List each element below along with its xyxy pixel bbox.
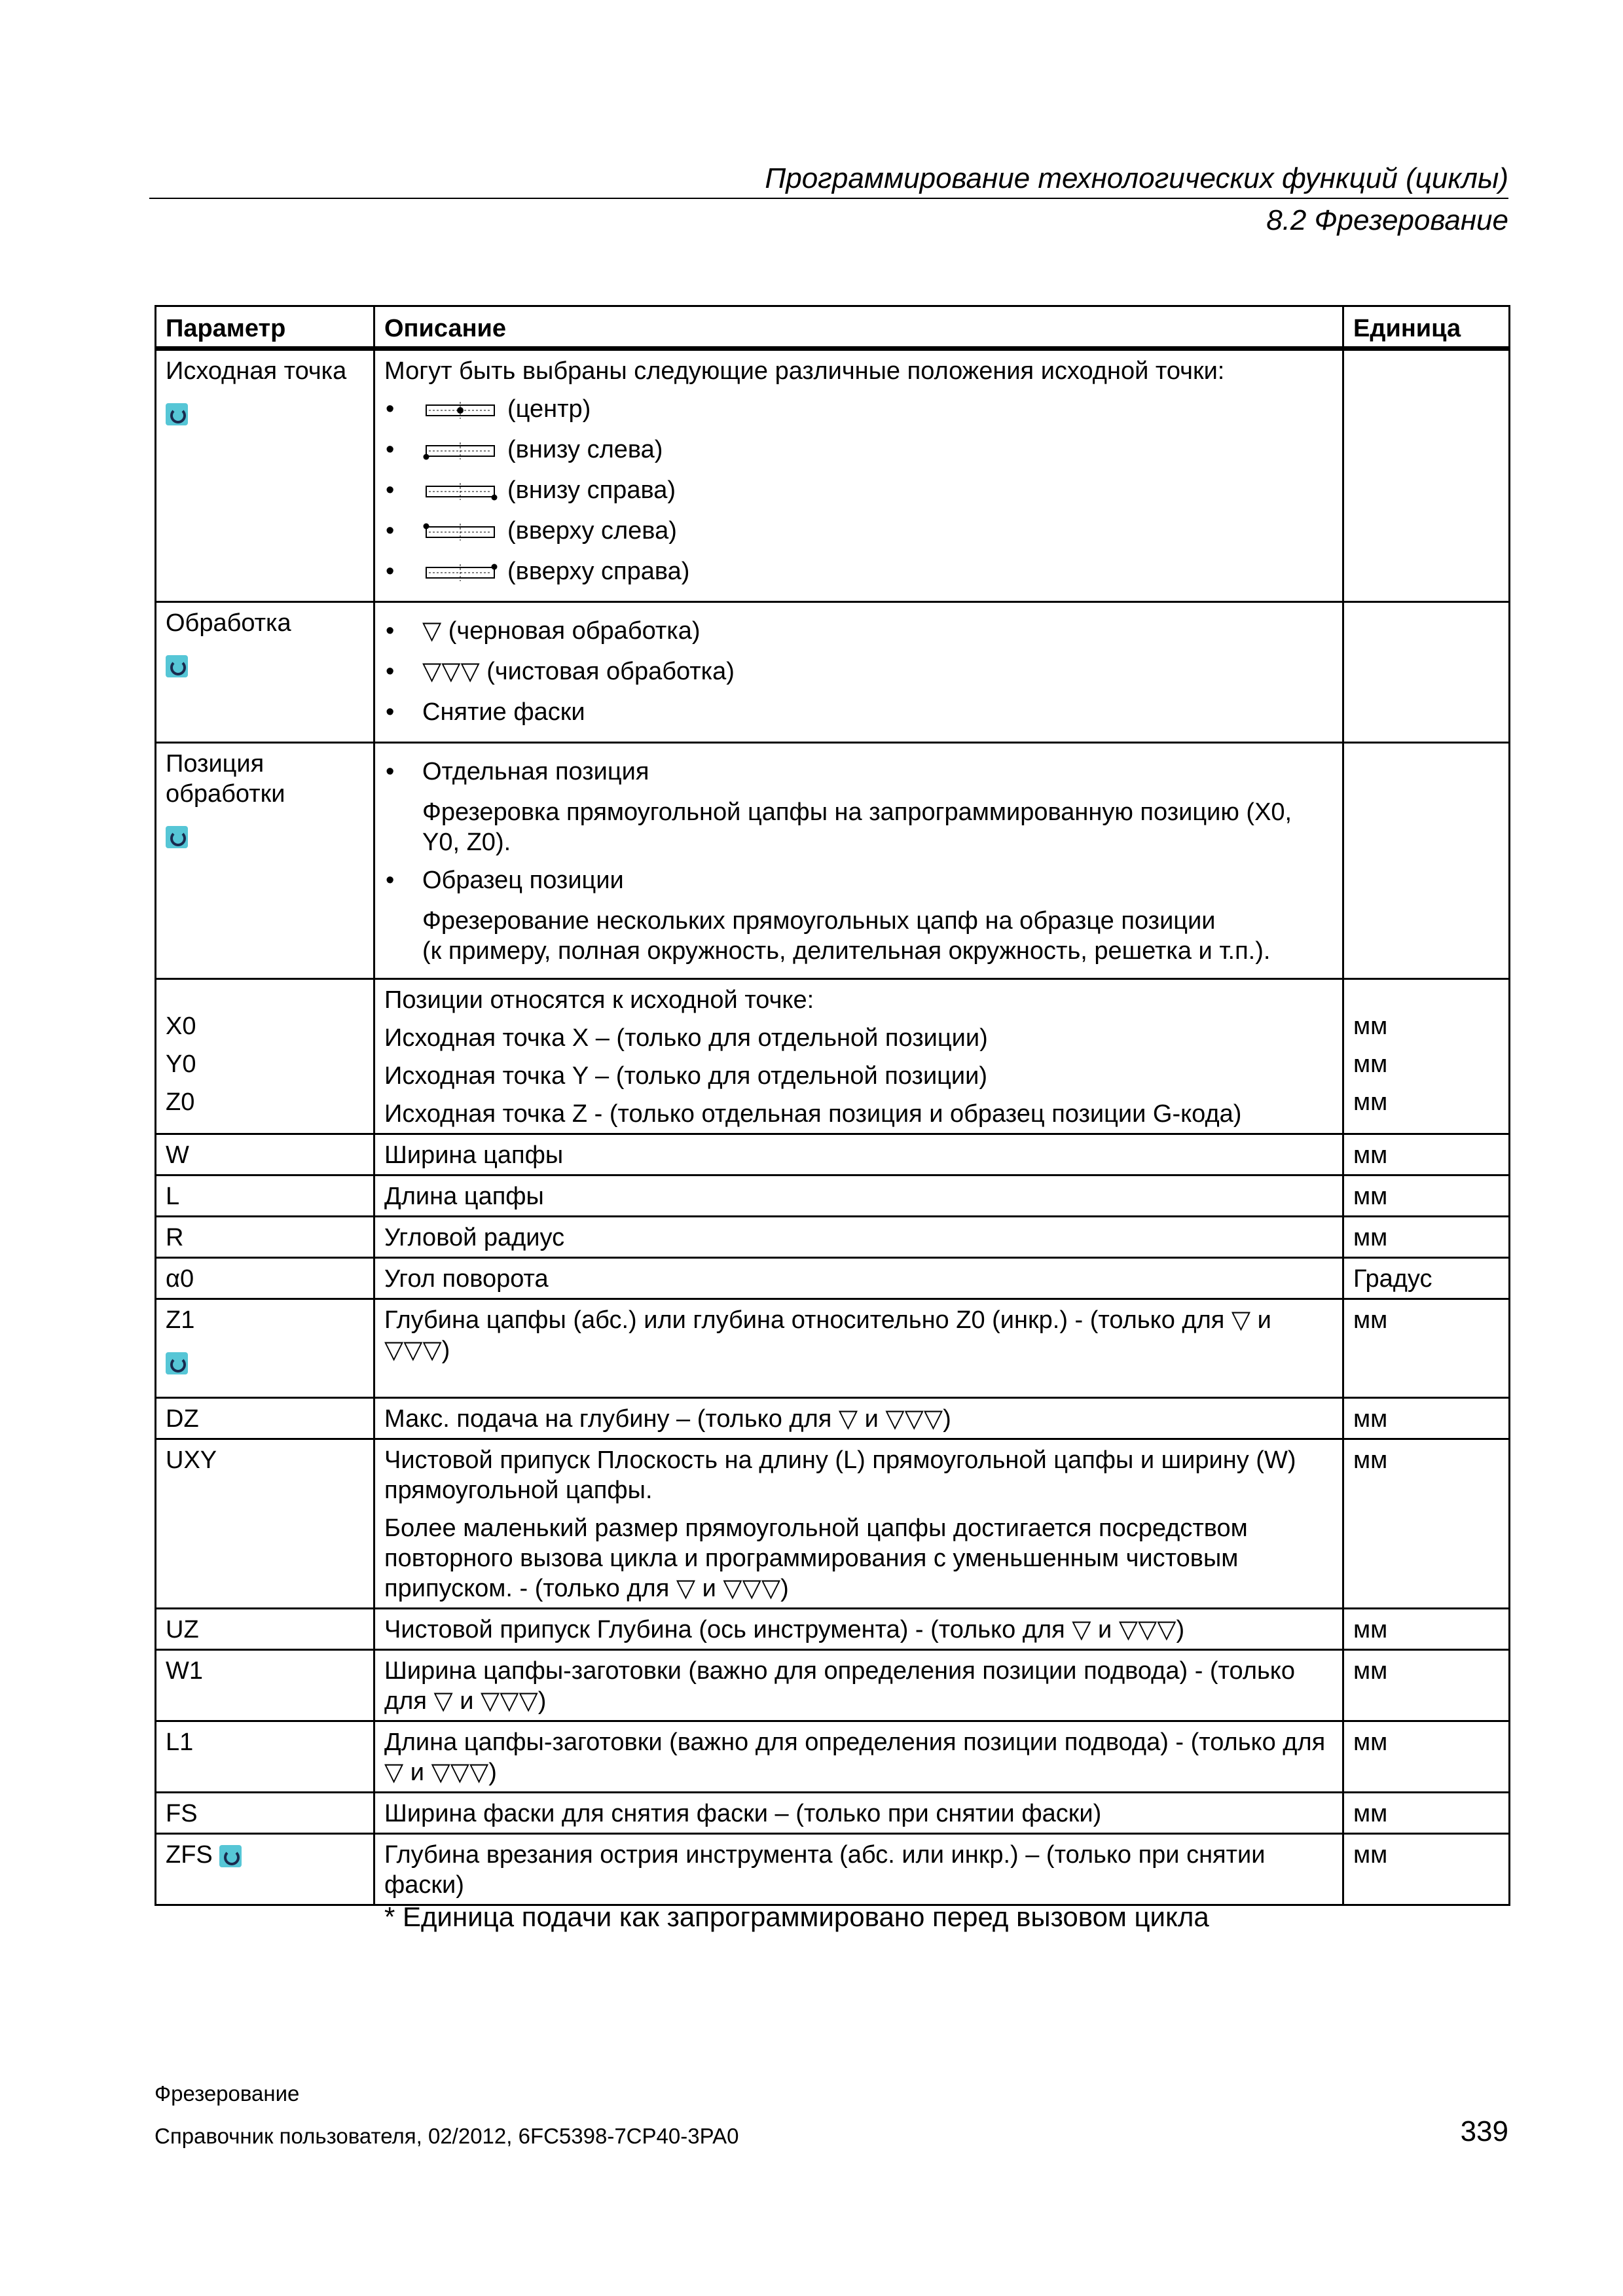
list-item	[384, 556, 1333, 586]
table-row	[156, 349, 1510, 602]
table-row	[156, 1650, 1510, 1721]
table-row	[156, 1217, 1510, 1258]
table-row	[156, 1134, 1510, 1175]
description-text: Позиции относятся к исходной точке:	[384, 986, 814, 1014]
option-description-line: (к примеру, полная окружность, делительная окружность, решетка и т.п.).	[422, 937, 1271, 965]
param-cell	[156, 349, 374, 602]
column-header-description: Описание	[374, 306, 1343, 349]
toggle-icon[interactable]	[166, 655, 188, 677]
table-row	[156, 743, 1510, 979]
param-cell	[156, 1299, 374, 1398]
footnote: * Единица подачи как запрограммировано перед вызовом цикла	[384, 1901, 1209, 1932]
param-name: L1	[156, 1721, 374, 1793]
unit-text: мм	[1343, 1398, 1510, 1439]
description-cell	[374, 1439, 1343, 1609]
description-text: Макс. подача на глубину – (только для ▽ и ▽▽▽)	[374, 1398, 1343, 1439]
description-text: Чистовой припуск Плоскость на длину (L) прямоугольной цапфы и ширину (W) прямоугольной цапфы.	[384, 1446, 1296, 1504]
table-row	[156, 1175, 1510, 1217]
toggle-icon[interactable]	[166, 403, 188, 425]
param-name: R	[156, 1217, 374, 1258]
table-header-row	[156, 306, 1510, 349]
ref-bottom-right-icon	[422, 482, 498, 501]
unit-text: мм	[1353, 1088, 1388, 1116]
ref-top-left-icon	[422, 522, 498, 542]
unit-text: мм	[1343, 1439, 1510, 1609]
table-row	[156, 1721, 1510, 1793]
param-name: Обработка	[166, 609, 291, 637]
param-name: Позиция	[166, 750, 264, 778]
unit-text: мм	[1353, 1013, 1388, 1040]
unit-text: мм	[1343, 1609, 1510, 1650]
unit-text: Градус	[1343, 1258, 1510, 1299]
description-cell	[374, 743, 1343, 979]
ref-top-right-icon	[422, 563, 498, 583]
unit-cell	[1343, 979, 1510, 1134]
description-text: Длина цапфы-заготовки (важно для определения позиции подвода) - (только для ▽ и ▽▽▽)	[374, 1721, 1343, 1793]
footer-manual: Справочник пользователя, 02/2012, 6FC5398-7CP40-3PA0	[155, 2124, 739, 2148]
description-cell	[374, 602, 1343, 743]
param-cell	[156, 979, 374, 1134]
unit-cell	[1343, 602, 1510, 743]
list-item	[384, 475, 1333, 505]
table-row	[156, 979, 1510, 1134]
option-label: (вверху слева)	[507, 517, 677, 545]
option-description	[422, 906, 1333, 966]
unit-text: мм	[1343, 1175, 1510, 1217]
description-text: Исходная точка Y – (только для отдельной позиции)	[384, 1062, 988, 1090]
list-item	[384, 516, 1333, 546]
table-row	[156, 1299, 1510, 1398]
option-label: (центр)	[507, 395, 591, 423]
unit-text: мм	[1343, 1217, 1510, 1258]
table-row	[156, 1834, 1510, 1905]
description-cell	[374, 979, 1343, 1134]
description-text: Длина цапфы	[374, 1175, 1343, 1217]
param-name: FS	[156, 1793, 374, 1834]
description-text: Глубина врезания острия инструмента (абс. или инкр.) – (только при снятии фаски)	[374, 1834, 1343, 1905]
option-description: Фрезеровка прямоугольной цапфы на запрограммированную позицию (X0, Y0, Z0).	[422, 798, 1292, 856]
list-item: • Снятие фаски	[384, 697, 1333, 727]
param-name: обработки	[166, 780, 285, 808]
position-options	[384, 865, 1333, 895]
table-row	[156, 1439, 1510, 1609]
table-row	[156, 602, 1510, 743]
option-label: (внизу справа)	[507, 476, 676, 504]
option-label: (вверху справа)	[507, 558, 690, 585]
description-cell	[374, 349, 1343, 602]
ref-bottom-left-icon	[422, 441, 498, 461]
list-item: • Отдельная позиция	[384, 757, 1333, 787]
description-text: Угол поворота	[374, 1258, 1343, 1299]
param-cell	[156, 1834, 374, 1905]
description-text: Угловой радиус	[374, 1217, 1343, 1258]
header-rule	[149, 198, 1508, 199]
param-name: UZ	[156, 1609, 374, 1650]
toggle-icon[interactable]	[166, 1352, 188, 1374]
description-text: Исходная точка X – (только для отдельной позиции)	[384, 1024, 988, 1052]
description-text: Ширина цапфы	[374, 1134, 1343, 1175]
description-text: Могут быть выбраны следующие различные положения исходной точки:	[384, 357, 1225, 385]
header-section: 8.2 Фрезерование	[1266, 204, 1508, 236]
header-title: Программирование технологических функций (циклы)	[765, 162, 1508, 194]
param-name: Y0	[166, 1050, 196, 1078]
option-label: (внизу слева)	[507, 436, 663, 463]
unit-text: мм	[1343, 1134, 1510, 1175]
table-row	[156, 1609, 1510, 1650]
param-name: W1	[156, 1650, 374, 1721]
unit-text: мм	[1343, 1721, 1510, 1793]
description-text: Чистовой припуск Глубина (ось инструмента) - (только для ▽ и ▽▽▽)	[374, 1609, 1343, 1650]
list-item	[384, 394, 1333, 424]
page-number: 339	[1460, 2115, 1508, 2147]
param-name: L	[156, 1175, 374, 1217]
position-options	[384, 757, 1333, 787]
unit-text: мм	[1343, 1793, 1510, 1834]
param-name: UXY	[156, 1439, 374, 1609]
unit-text: мм	[1353, 1050, 1388, 1078]
toggle-icon[interactable]	[166, 826, 188, 848]
param-name: X0	[166, 1013, 196, 1040]
param-name: α0	[156, 1258, 374, 1299]
unit-cell	[1343, 349, 1510, 602]
ref-point-options	[384, 394, 1333, 586]
unit-text: мм	[1343, 1834, 1510, 1905]
table-row	[156, 1793, 1510, 1834]
table-row	[156, 1398, 1510, 1439]
description-text: Исходная точка Z - (только отдельная позиция и образец позиции G-кода)	[384, 1100, 1242, 1128]
list-item: • ▽ (черновая обработка)	[384, 616, 1333, 646]
list-item: • ▽▽▽ (чистовая обработка)	[384, 656, 1333, 687]
param-name: Исходная точка	[166, 357, 347, 385]
list-item: • Образец позиции	[384, 865, 1333, 895]
toggle-icon[interactable]	[219, 1845, 242, 1867]
ref-center-icon	[422, 401, 498, 420]
machining-options	[384, 616, 1333, 727]
parameter-table	[155, 305, 1510, 1906]
unit-text: мм	[1343, 1650, 1510, 1721]
unit-text: мм	[1343, 1299, 1510, 1398]
table-row	[156, 1258, 1510, 1299]
description-text: Ширина цапфы-заготовки (важно для определения позиции подвода) - (только для ▽ и ▽▽▽)	[374, 1650, 1343, 1721]
description-text: Более маленький размер прямоугольной цапфы достигается посредством повторного вызова цикла и программирования с уменьшенным чистовым припуском. - (только для ▽ и ▽▽▽)	[384, 1515, 1248, 1602]
option-description-line: Фрезерование нескольких прямоугольных цапф на образце позиции	[422, 907, 1216, 935]
description-text: Ширина фаски для снятия фаски – (только при снятии фаски)	[374, 1793, 1343, 1834]
param-name: Z0	[166, 1088, 195, 1116]
column-header-parameter: Параметр	[156, 306, 374, 349]
column-header-unit: Единица	[1343, 306, 1510, 349]
param-name: ZFS	[166, 1841, 213, 1869]
param-name: Z1	[166, 1306, 195, 1334]
param-cell	[156, 743, 374, 979]
param-name: W	[156, 1134, 374, 1175]
list-item	[384, 435, 1333, 465]
param-cell	[156, 602, 374, 743]
param-name: DZ	[156, 1398, 374, 1439]
footer-section: Фрезерование	[155, 2081, 300, 2106]
unit-cell	[1343, 743, 1510, 979]
description-text: Глубина цапфы (абс.) или глубина относительно Z0 (инкр.) - (только для ▽ и ▽▽▽)	[374, 1299, 1343, 1398]
